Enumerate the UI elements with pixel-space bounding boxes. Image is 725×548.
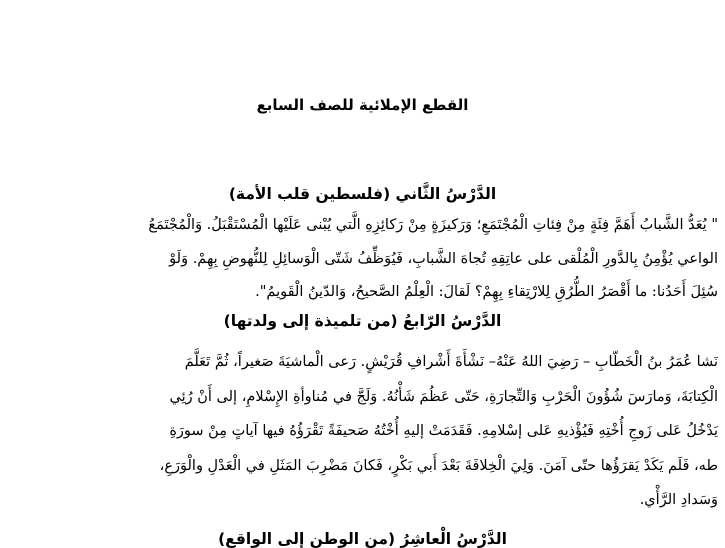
lesson-2-heading: الدَّرْسُ الثَّاني (فلسطين قلب الأمة): [228, 185, 497, 203]
lesson-4-paragraph: [64, 345, 718, 518]
lesson-2-paragraph: [64, 209, 718, 310]
paragraph-line: وَسَدادِ الرَّأْي.: [639, 492, 718, 508]
lesson-4-heading: الدَّرْسُ الرّابعُ (من تلميذة إلى ولدتها): [223, 312, 502, 330]
paragraph-line: الْكِتابَةَ، وَمارَسَ شُؤُونَ الْحَرْبِ وَالتِّجارَةِ، حَتّى عَظُمَ شَأْنُهُ. وَلَجَّ في مُناوأةِ الإِسْلامِ، إلى أَنْ رُئِي: [169, 388, 718, 405]
paragraph-line: سُئِلَ أَحَدُنا: ما أَقْصَرُ الطُّرُقِ لِلارْتِقاءِ بِهِمْ؟ لَقالَ: الْعِلْمُ الصَّحيحُ، وَالدّينُ الْقَويمُ".: [255, 284, 718, 300]
paragraph-line: يَدْخُلُ عَلى زَوجِ أُخْتِهِ فَيُؤْذيهِ عَلى إسْلامِهِ. فَقَدَمَتْ إليهِ أُخْتُهُ صَحيفَةً تَقْرَؤُهُ فيها آياتٍ مِنْ سورَةِ: [169, 423, 718, 439]
paragraph-line: طه، فَلَم يَكَدْ يَقرَؤُها حتّى آمَنَ. وَلِيَ الْخِلافَةَ بَعْدَ أَبي بَكْرٍ، فَكانَ مَضْرِبَ المَثَلِ في الْعَدْلِ والْوَرَعِ،: [159, 457, 718, 474]
document-title: القطع الإملائية للصف السابع: [256, 96, 469, 114]
paragraph-line: نَشا عُمَرُ بنُ الْخَطّابِ – رَضِيَ اللهُ عَنْهُ– نَشْأَةَ أَشْرافِ قُرَيْشٍ. رَعى الْماشيَةَ صَغيراً، ثُمَّ تَعَلَّمَ: [184, 354, 718, 370]
next-lesson-heading-partial: الدَّرْسُ الْعاشِرُ (من الوطن إلى الواقع): [218, 530, 507, 548]
paragraph-line: " يُعَدُّ الشَّبابُ أَهَمَّ فِئَةٍ مِنْ فِئاتِ الْمُجْتَمَعِ؛ وَرَكيزَةٍ مِنْ رَكائِزِهِ الَّتي يُبْنى عَلَيْها الْمُسْتَقْبَلُ. وَالْمُجْتَمَعُ: [148, 217, 718, 233]
paragraph-line: الواعي يُؤْمِنُ بِالدَّورِ الْمُلْقى على عاتِقِهِ تُجاهَ الشَّبابِ، فَيُوَظِّفُ شَتّى الْوَسائِلِ لِلنُّهوضِ بِهِمْ. وَلَوْ: [169, 250, 718, 267]
